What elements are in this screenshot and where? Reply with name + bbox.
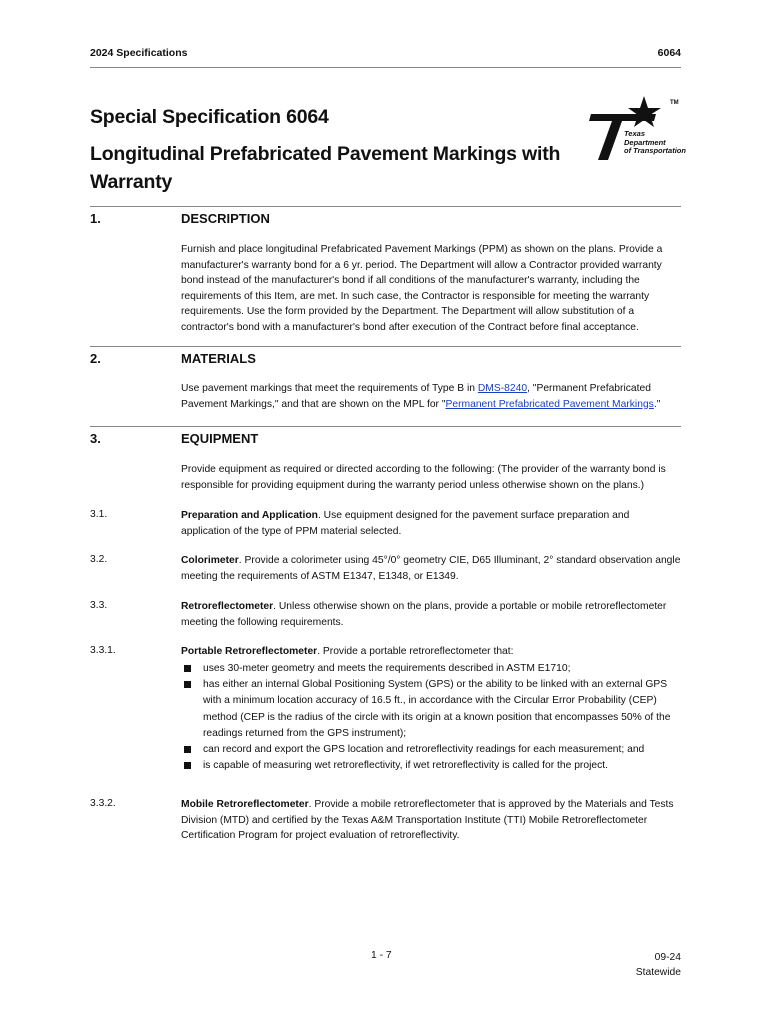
list-item: is capable of measuring wet retroreflectivity, if wet retroreflectivity is called for the project. bbox=[181, 758, 681, 774]
footer-scope: Statewide bbox=[635, 967, 681, 978]
materials-text: , "Permanent Prefabricated Pavement Markings," and that are shown on the MPL for " bbox=[181, 383, 651, 410]
header-divider bbox=[90, 67, 681, 68]
subsection-preparation bbox=[181, 508, 681, 539]
subsection-retroreflectometer bbox=[181, 599, 681, 630]
subsection-text: . Unless otherwise shown on the plans, provide a portable or mobile retroreflectometer meeting the following requirements. bbox=[181, 601, 667, 628]
subsection-term: Portable Retroreflectometer bbox=[181, 646, 318, 657]
subsection-mobile bbox=[181, 797, 681, 844]
subsection-text: . Provide a colorimeter using 45°/0° geometry CIE, D65 Illuminant, 2° standard observation angle meeting the requirements of ASTM E1347, E1348, or E1349. bbox=[181, 555, 681, 582]
footer-date: 09-24 bbox=[654, 952, 681, 963]
description-paragraph: Furnish and place longitudinal Prefabricated Pavement Markings (PPM) as shown on the plans. Provide a manufacturer's warranty bond for a 6 yr. period. The Department will allow a Contractor provided warranty bond instead of the manufacturer's bond if all conditions of the manufacturer's warranty, including the requirements of this Item, are met. In such case, the Contractor is responsible for meeting the warranty requirements. Use the form provided by the Department. The Department will allow substitution of a contractor's bond with a manufacturer's bond after execution of the Contract before final acceptance. bbox=[181, 244, 663, 333]
section-title-description: DESCRIPTION bbox=[181, 211, 270, 226]
section-divider bbox=[90, 346, 681, 347]
subsection-term: Colorimeter bbox=[181, 555, 239, 566]
subsection-portable bbox=[181, 644, 681, 660]
subsection-number: 3.3.1. bbox=[90, 645, 116, 656]
list-item: has either an internal Global Positioning System (GPS) or the ability to be linked with an external GPS with a minimum location accuracy of 16.5 ft., in accordance with the Circular Error Probability (CEP) method (CEP is the radius of the circle with its origin at a known position that encompasses 50% of the readings returned from the GPS instrument); bbox=[181, 677, 681, 742]
list-item: can record and export the GPS location and retroreflectivity readings for each measurement; and bbox=[181, 742, 681, 758]
subsection-colorimeter bbox=[181, 553, 681, 584]
equipment-paragraph: Provide equipment as required or directed according to the following: (The provider of the warranty bond is responsible for providing equipment during the warranty period unless otherwise shown on the plans.) bbox=[181, 464, 666, 491]
portable-requirements-list bbox=[181, 661, 681, 774]
trademark: TM bbox=[670, 100, 679, 106]
logo-text-transportation: of Transportation bbox=[624, 146, 686, 155]
materials-text: ." bbox=[653, 398, 661, 410]
section-number: 3. bbox=[90, 431, 101, 446]
subsection-text: . Provide a mobile retroreflectometer that is approved by the Materials and Tests Division (MTD) and certified by the Texas A&M Transportation Institute (TTI) Mobile Retroreflectometer Certification Program for project evaluation of retroreflectivity. bbox=[181, 799, 674, 841]
list-item: uses 30-meter geometry and meets the requirements described in ASTM E1710; bbox=[181, 661, 681, 677]
section-number: 1. bbox=[90, 211, 101, 226]
subsection-text: . Use equipment designed for the pavement surface preparation and application of the type of PPM material selected. bbox=[181, 510, 630, 537]
footer-info bbox=[600, 950, 681, 980]
section-divider bbox=[90, 206, 681, 207]
txdot-logo bbox=[586, 94, 686, 164]
logo-text-texas: Texas bbox=[624, 129, 645, 138]
page-number: 1 - 7 bbox=[371, 950, 392, 961]
section-number: 2. bbox=[90, 351, 101, 366]
subsection-term: Retroreflectometer bbox=[181, 601, 274, 612]
header-left: 2024 Specifications bbox=[90, 47, 188, 59]
mpl-ppm-link[interactable]: Permanent Prefabricated Pavement Markings bbox=[445, 398, 654, 410]
spec-title: Special Specification 6064 bbox=[90, 106, 329, 128]
section-title-equipment: EQUIPMENT bbox=[181, 431, 259, 446]
section-title-materials: MATERIALS bbox=[181, 351, 256, 366]
subsection-number: 3.3.2. bbox=[90, 798, 116, 809]
subsection-number: 3.2. bbox=[90, 554, 108, 565]
logo-text-department: Department bbox=[624, 137, 666, 147]
dms-8240-link[interactable]: DMS-8240 bbox=[477, 383, 528, 394]
subsection-number: 3.3. bbox=[90, 600, 108, 611]
materials-text: Use pavement markings that meet the requirements of Type B in bbox=[181, 383, 478, 394]
header-right: 6064 bbox=[657, 47, 681, 59]
materials-paragraph bbox=[181, 381, 681, 412]
section-divider bbox=[90, 426, 681, 427]
subsection-term: Mobile Retroreflectometer bbox=[181, 799, 309, 810]
spec-subtitle: Longitudinal Prefabricated Pavement Markings with Warranty bbox=[90, 143, 561, 193]
subsection-term: Preparation and Application bbox=[181, 510, 318, 521]
subsection-number: 3.1. bbox=[90, 509, 108, 520]
subsection-text: . Provide a portable retroreflectometer that: bbox=[317, 646, 514, 657]
